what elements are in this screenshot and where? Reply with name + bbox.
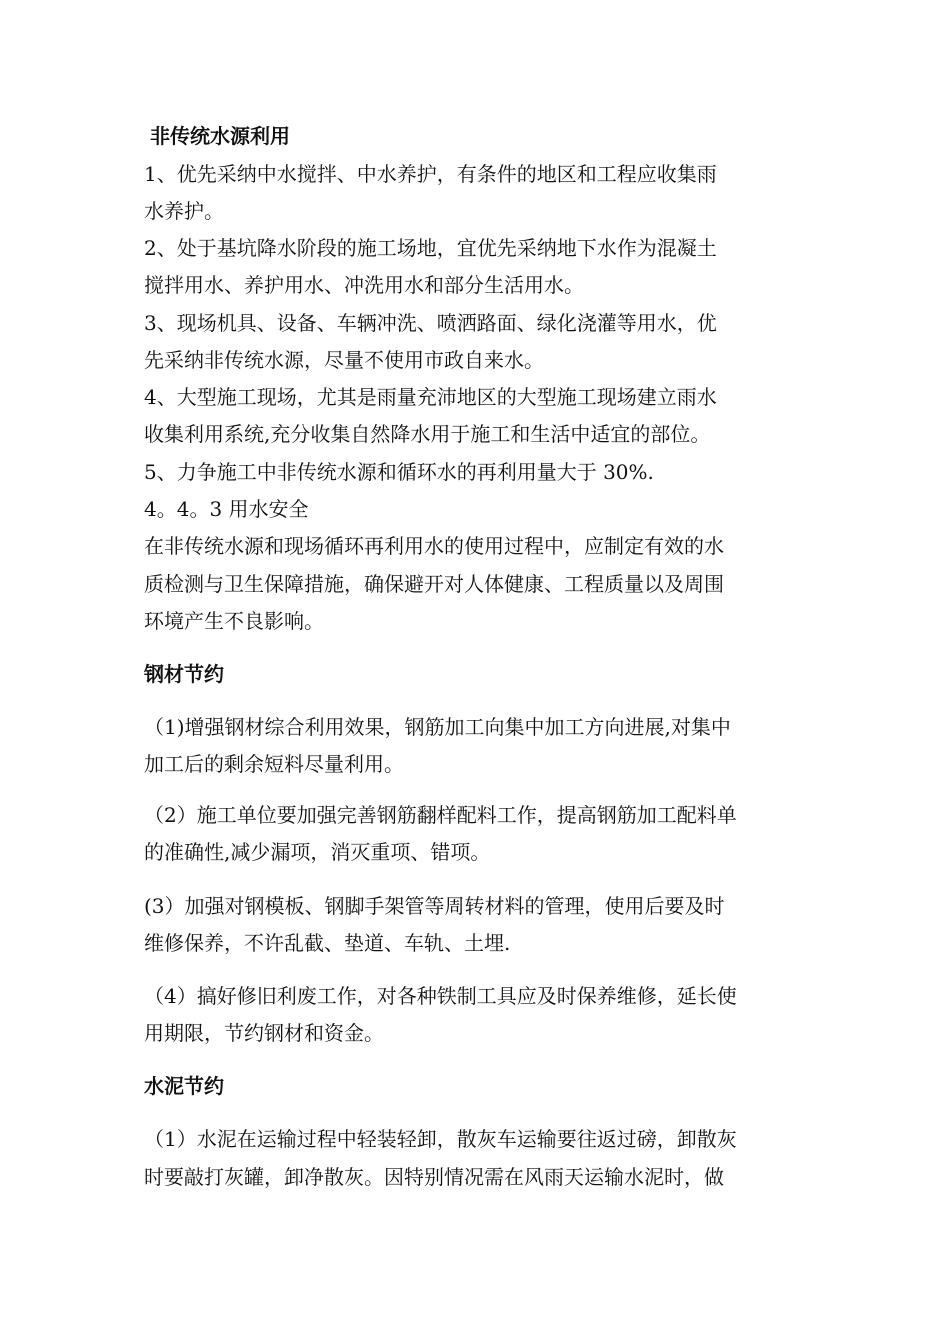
text-line: 水养护。 <box>144 199 224 223</box>
subheading-water-safety: 4。4。3 用水安全 <box>144 497 309 521</box>
text-line: 先采纳非传统水源，尽量不使用市政自来水。 <box>144 348 544 372</box>
section-heading-cement: 水泥节约 <box>144 1074 224 1098</box>
text-line: 搅拌用水、养护用水、冲洗用水和部分生活用水。 <box>144 273 584 297</box>
text-line: 用期限，节约钢材和资金。 <box>144 1021 384 1045</box>
text-line: 2、处于基坑降水阶段的施工场地，宜优先采纳地下水作为混凝土 <box>144 236 717 260</box>
text-line: 加工后的剩余短料尽量利用。 <box>144 752 404 776</box>
text-line: 5、力争施工中非传统水源和循环水的再利用量大于 30%. <box>144 460 654 484</box>
text-line: 的准确性,减少漏项，消灭重项、错项。 <box>144 840 491 864</box>
text-line: 3、现场机具、设备、车辆冲洗、喷洒路面、绿化浇灌等用水，优 <box>144 311 717 335</box>
text-line: （1)增强钢材综合利用效果，钢筋加工向集中加工方向进展,对集中 <box>144 715 731 739</box>
text-line: 质检测与卫生保障措施，确保避开对人体健康、工程质量以及周围 <box>144 572 724 596</box>
section-heading-water: 非传统水源利用 <box>150 124 290 148</box>
text-line: (3）加强对钢模板、钢脚手架管等周转材料的管理，使用后要及时 <box>144 894 725 918</box>
text-line: 收集利用系统,充分收集自然降水用于施工和生活中适宜的部位。 <box>144 422 711 446</box>
text-line: （4）搞好修旧利废工作，对各种铁制工具应及时保养维修，延长使 <box>144 984 737 1008</box>
text-line: 在非传统水源和现场循环再利用水的使用过程中，应制定有效的水 <box>144 534 724 558</box>
text-line: （1）水泥在运输过程中轻装轻卸，散灰车运输要往返过磅，卸散灰 <box>144 1127 737 1151</box>
text-line: （2）施工单位要加强完善钢筋翻样配料工作，提高钢筋加工配料单 <box>144 803 737 827</box>
text-line: 维修保养，不许乱截、垫道、车轨、土埋. <box>144 931 511 955</box>
text-line: 1、优先采纳中水搅拌、中水养护，有条件的地区和工程应收集雨 <box>144 162 717 186</box>
text-line: 4、大型施工现场，尤其是雨量充沛地区的大型施工现场建立雨水 <box>144 385 717 409</box>
text-line: 环境产生不良影响。 <box>144 609 324 633</box>
section-heading-steel: 钢材节约 <box>144 662 224 686</box>
text-line: 时要敲打灰罐，卸净散灰。因特别情况需在风雨天运输水泥时，做 <box>144 1165 724 1189</box>
